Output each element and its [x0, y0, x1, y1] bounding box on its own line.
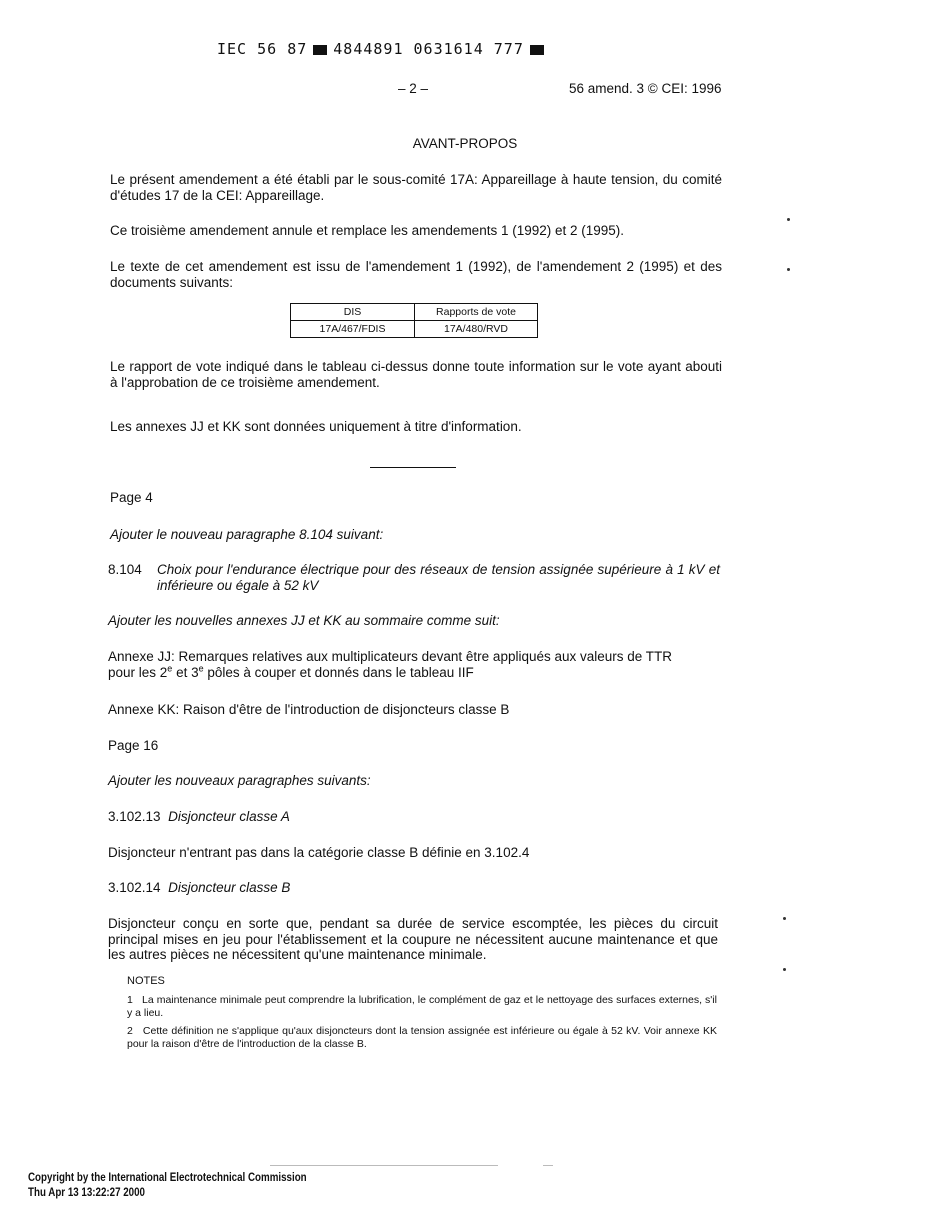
copyright-notice: Copyright by the International Electrotechnical Commission [28, 1172, 307, 1184]
instruction-add-annexes: Ajouter les nouvelles annexes JJ et KK au sommaire comme suit: [108, 613, 500, 628]
note-text: Cette définition ne s'applique qu'aux disjoncteurs dont la tension assignée est inférieure ou égale à 52 kV. Voir annexe KK pour la raison d'être de l'introduction de la classe B. [127, 1025, 717, 1050]
annex-jj-entry [108, 649, 720, 680]
print-timestamp: Thu Apr 13 13:22:27 2000 [28, 1187, 145, 1199]
note-1 [127, 994, 717, 1019]
foreword-paragraph-4: Le rapport de vote indiqué dans le tableau ci-dessus donne toute information sur le vote ayant abouti à l'approbation de ce troisième amendement. [110, 359, 722, 390]
annex-jj-line-2-start: pour les 2 [108, 664, 168, 680]
annex-jj-line-2-mid: et 3 [172, 664, 199, 680]
section-divider [370, 467, 456, 468]
barcode-block-icon [530, 45, 544, 55]
superscript: e [198, 663, 204, 673]
footer-faint-line [543, 1165, 553, 1166]
foreword-paragraph-5: Les annexes JJ et KK sont données uniquement à titre d'information. [110, 419, 522, 434]
definition-number: 3.102.14 [108, 880, 161, 895]
scan-speck [783, 917, 786, 920]
annex-kk-entry: Annexe KK: Raison d'être de l'introduction de disjoncteurs classe B [108, 702, 510, 717]
scan-speck [787, 218, 790, 221]
footer [28, 1171, 307, 1201]
definition-class-b-text: Disjoncteur conçu en sorte que, pendant sa durée de service escomptée, les pièces du circuit principal mises en jeu pour l'établissement et la coupure ne nécessitent aucune maintenance et que les autres pièces ne nécessitent qu'une maintenance minimale. [108, 916, 718, 962]
definition-class-b-heading [108, 880, 290, 896]
definition-class-a-text: Disjoncteur n'entrant pas dans la catégorie classe B définie en 3.102.4 [108, 845, 530, 860]
instruction-add-8-104: Ajouter le nouveau paragraphe 8.104 suivant: [110, 527, 384, 542]
table-header-cell: DIS [291, 304, 415, 321]
table-row [291, 321, 538, 338]
note-number: 1 [127, 994, 133, 1006]
document-code [217, 40, 550, 58]
foreword-title [0, 136, 950, 152]
voting-table [290, 303, 538, 338]
notes-heading: NOTES [127, 975, 165, 987]
definition-title: Disjoncteur classe A [168, 809, 290, 824]
foreword-paragraph-1: Le présent amendement a été établi par le sous-comité 17A: Appareillage à haute tension, du comité d'études 17 de la CEI: Appareillage. [110, 172, 722, 203]
table-cell: 17A/480/RVD [415, 321, 538, 338]
page-number: – 2 – [398, 81, 429, 96]
document-reference: 56 amend. 3 © CEI: 1996 [569, 81, 722, 96]
foreword-paragraph-3: Le texte de cet amendement est issu de l'amendement 1 (1992), de l'amendement 2 (1995) et des documents suivants: [110, 259, 722, 290]
annex-jj-line-1: Annexe JJ: Remarques relatives aux multiplicateurs devant être appliqués aux valeurs de TTR [108, 649, 673, 664]
note-text: La maintenance minimale peut comprendre la lubrification, le complément de gaz et le nettoyage des surfaces externes, s'il y a lieu. [127, 994, 717, 1019]
barcode-block-icon [313, 45, 327, 55]
footer-faint-line [270, 1165, 498, 1166]
page-16-heading: Page 16 [108, 738, 159, 753]
table-header-cell: Rapports de vote [415, 304, 538, 321]
annex-jj-line-2-end: pôles à couper et donnés dans le tableau IIF [203, 664, 474, 680]
clause-8-104-number: 8.104 [108, 562, 142, 577]
foreword-title-text: AVANT-PROPOS [412, 136, 518, 151]
document-code-part2: 4844891 0631614 777 [333, 40, 524, 58]
superscript: e [167, 663, 173, 673]
page-4-heading: Page 4 [110, 490, 153, 505]
clause-8-104-text: Choix pour l'endurance électrique pour des réseaux de tension assignée supérieure à 1 kV et inférieure ou égale à 52 kV [157, 562, 720, 593]
definition-title: Disjoncteur classe B [168, 880, 291, 895]
note-2 [127, 1025, 717, 1050]
foreword-paragraph-2: Ce troisième amendement annule et remplace les amendements 1 (1992) et 2 (1995). [110, 223, 625, 238]
note-number: 2 [127, 1025, 133, 1037]
instruction-add-paragraphs: Ajouter les nouveaux paragraphes suivants: [108, 773, 371, 788]
document-code-part1: IEC 56 87 [217, 40, 308, 58]
scan-speck [783, 968, 786, 971]
scan-speck [787, 268, 790, 271]
definition-number: 3.102.13 [108, 809, 161, 824]
table-header-row [291, 304, 538, 321]
definition-class-a-heading [108, 809, 290, 825]
table-cell: 17A/467/FDIS [291, 321, 415, 338]
